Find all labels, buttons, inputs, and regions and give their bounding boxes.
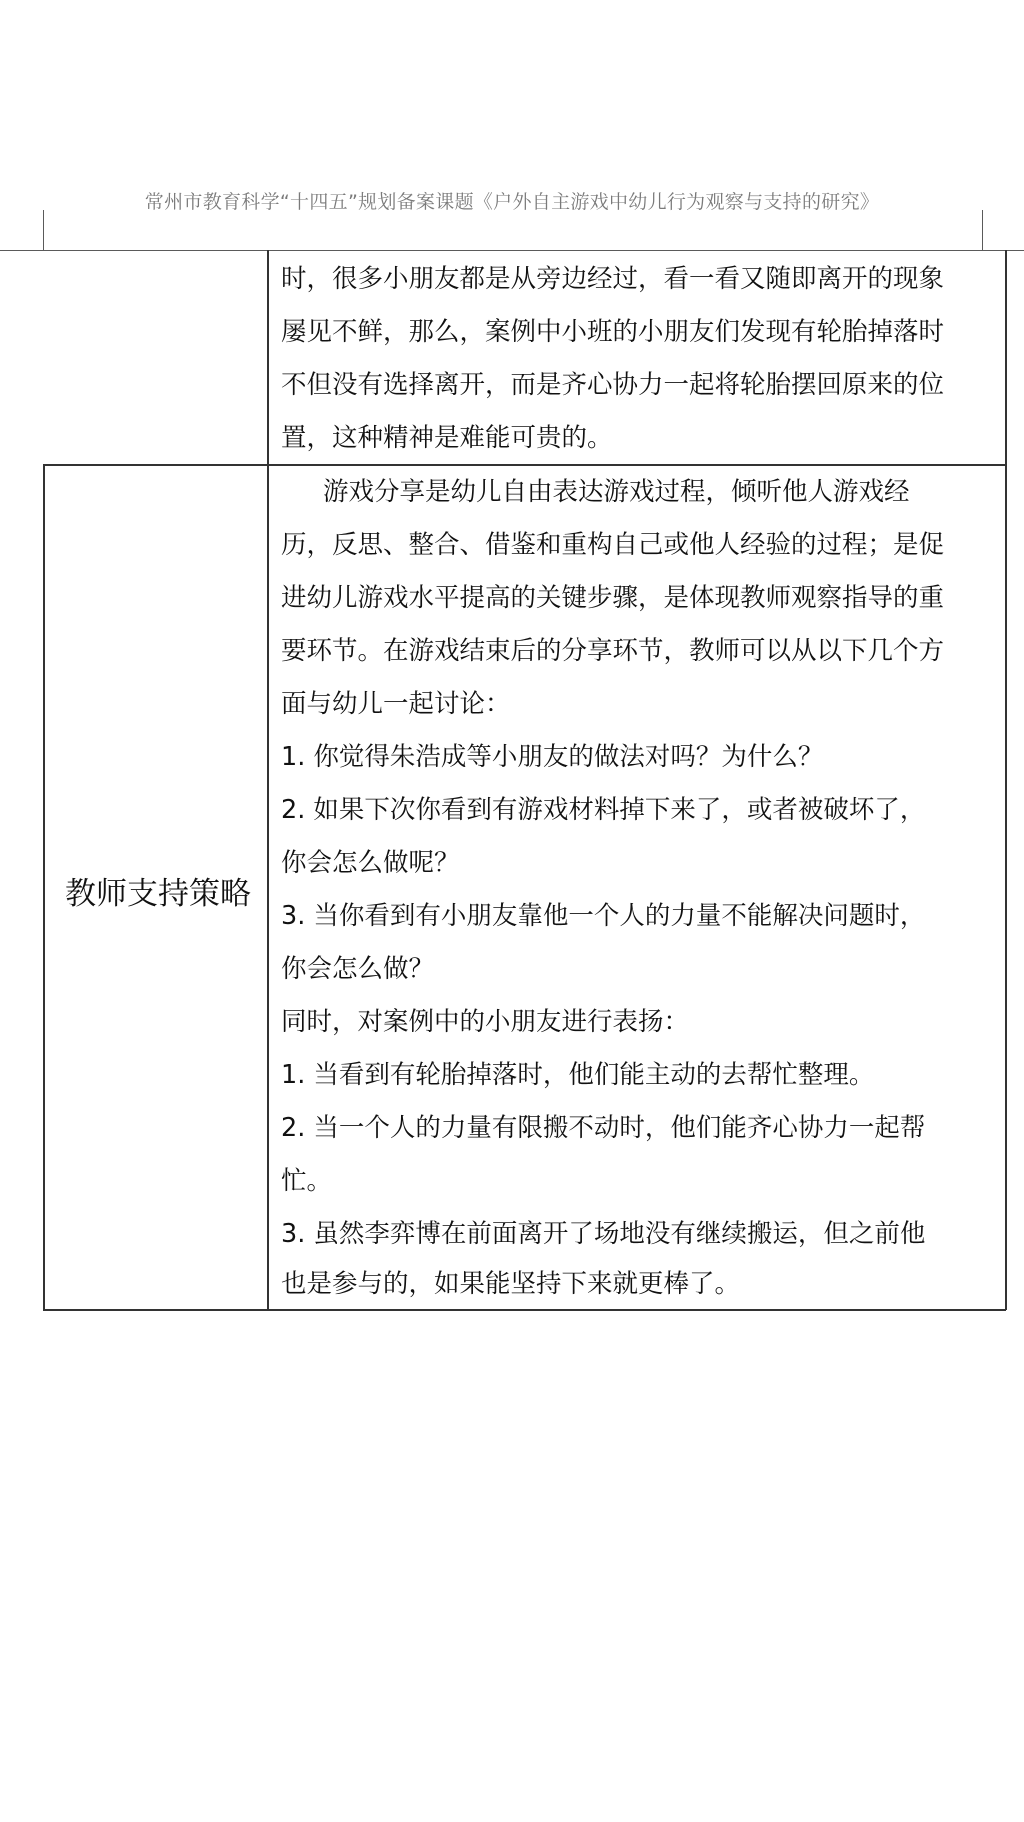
table-bottom-border [43,1309,1006,1311]
strategy-line: 也是参与的，如果能坚持下来就更棒了。 [281,1269,741,1299]
strategy-line: 游戏分享是幼儿自由表达游戏过程，倾听他人游戏经 [323,477,910,507]
strategy-line: 你会怎么做？ [281,954,435,984]
strategy-line: 要环节。在游戏结束后的分享环节，教师可以从以下几个方 [281,636,945,666]
strategy-line: 2. 当一个人的力量有限搬不动时，他们能齐心协力一起帮 [281,1113,926,1143]
strategy-line: 忙。 [281,1166,333,1196]
strategy-line: 历，反思、整合、借鉴和重构自己或他人经验的过程；是促 [281,530,945,560]
table-left-border [43,464,45,1310]
strategy-line: 3. 虽然李弈博在前面离开了场地没有继续搬运，但之前他 [281,1219,926,1249]
continuation-line: 不但没有选择离开，而是齐心协力一起将轮胎摆回原来的位 [281,370,945,400]
strategy-line: 进幼儿游戏水平提高的关键步骤，是体现教师观察指导的重 [281,583,945,613]
strategy-line: 同时，对案例中的小朋友进行表扬： [281,1007,690,1037]
strategy-line: 你会怎么做呢？ [281,848,460,878]
strategy-line: 2. 如果下次你看到有游戏材料掉下来了，或者被破坏了， [281,795,926,825]
table-right-border [1005,250,1007,1310]
continuation-line: 置，这种精神是难能可贵的。 [281,423,613,453]
strategy-line: 1. 你觉得朱浩成等小朋友的做法对吗？为什么？ [281,742,824,772]
page-header-title: 常州市教育科学“十四五”规划备案课题《户外自主游戏中幼儿行为观察与支持的研究》 [144,191,880,213]
strategy-line: 3. 当你看到有小朋友靠他一个人的力量不能解决问题时， [281,901,926,931]
continuation-line: 时，很多小朋友都是从旁边经过，看一看又随即离开的现象 [281,264,945,294]
strategy-line: 面与幼儿一起讨论： [281,689,511,719]
table-column-divider [267,250,269,1310]
row-label-teacher-strategy: 教师支持策略 [65,876,251,912]
header-rule [0,250,1024,251]
continuation-line: 屡见不鲜，那么，案例中小班的小朋友们发现有轮胎掉落时 [281,317,945,347]
header-left-tick [43,210,44,250]
header-right-tick [982,210,983,250]
strategy-line: 1. 当看到有轮胎掉落时，他们能主动的去帮忙整理。 [281,1060,875,1090]
